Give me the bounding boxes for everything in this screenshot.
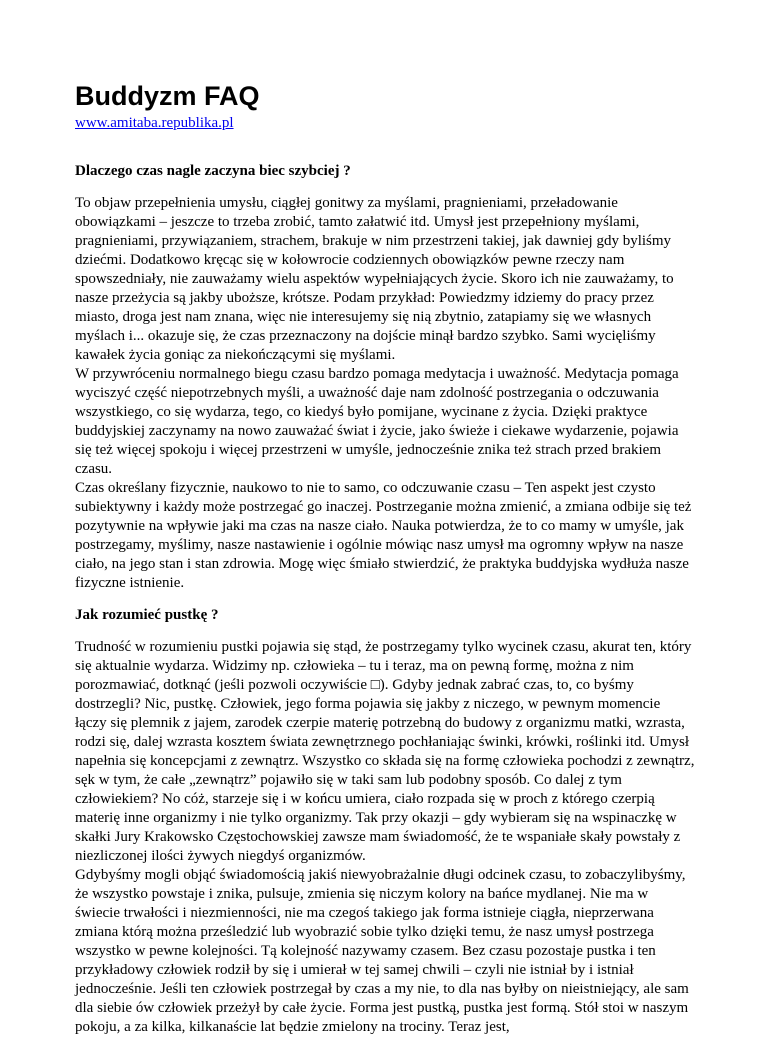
section-body (75, 194, 695, 593)
section-body (75, 638, 695, 1037)
paragraph: Czas określany fizycznie, naukowo to nie to samo, co odczuwanie czasu – Ten aspekt jest czysto subiektywny i każdy może postrzegać go inaczej. Postrzeganie można zmienić, a zmiana odbije się też pozytywnie na wpływie jaki ma czas na nasze ciało. Nauka potwierdza, że to co mamy w umyśle, jak postrzegamy, myślimy, nasze nastawienie i ogólnie mówiąc nasz umysł ma ogromny wpływ na nasze ciało, na jego stan i stan zdrowia. Mogę więc śmiało stwierdzić, że praktyka buddyjska wydłuża nasze fizyczne istnienie. (75, 480, 692, 591)
paragraph: Trudność w rozumieniu pustki pojawia się stąd, że postrzegamy tylko wycinek czasu, akurat ten, który się aktualnie wydarza. Widzimy np. człowieka – tu i teraz, ma on pewną formę, można z nim porozmawiać, dotknąć (jeśli pozwoli oczywiście □). Gdyby jednak zabrać czas, to, co byśmy dostrzegli? Nic, pustkę. Człowiek, jego forma pojawia się jakby z niczego, w pewnym momencie łączy się plemnik z jajem, zarodek czerpie materię potrzebną do budowy z organizmu matki, wzrasta, rodzi się, dalej wzrasta kosztem świata zewnętrznego pochłaniając świnki, krówki, roślinki itd. Umysł napełnia się koncepcjami z zewnątrz. Wszystko co składa się na formę człowieka pochodzi z zewnątrz, sęk w tym, że całe „zewnątrz” pojawiło się w taki sam lub podobny sposób. Co dalej z tym człowiekiem? No cóż, starzeje się i w końcu umiera, ciało rozpada się w proch z którego czerpią materię inne organizmy i nie tylko organizmy. Tak przy okazji – gdy wybieram się na wspinaczkę w skałki Jury Krakowsko Częstochowskiej zawsze mam świadomość, że te wspaniałe skały powstały z niezliczonej ilości żywych niegdyś organizmów. (75, 639, 695, 864)
document-page (75, 80, 695, 1037)
page-title: Buddyzm FAQ (75, 81, 260, 111)
section-question: Dlaczego czas nagle zaczyna biec szybciej ? (75, 163, 351, 179)
paragraph: Gdybyśmy mogli objąć świadomością jakiś niewyobrażalnie długi odcinek czasu, to zobaczylibyśmy, że wszystko powstaje i znika, pulsuje, zmienia się niczym kolory na bańce mydlanej. Nie ma w świecie trwałości i niezmienności, nie ma czegoś takiego jak forma istnieje ciągła, nieprzerwana zmiana którą można prześledzić lub wyobrazić sobie tylko dzięki temu, że nasz umysł postrzega wszystko w pewne kolejności. Tą kolejność nazywamy czasem. Bez czasu pozostaje pustka i ten przykładowy człowiek rodził by się i umierał w tej samej chwili – czyli nie istniał by i istniał jednocześnie. Jeśli ten człowiek postrzegał by czas a my nie, to dla nas byłby on nieistniejący, ale sam dla siebie ów człowiek przeżył by całe życie. Forma jest pustką, pustka jest formą. Stół stoi w naszym pokoju, a za kilka, kilkanaście lat będzie zmielony na trociny. Teraz jest, (75, 867, 689, 1035)
section-question: Jak rozumieć pustkę ? (75, 607, 219, 623)
paragraph: To objaw przepełnienia umysłu, ciągłej gonitwy za myślami, pragnieniami, przeładowanie obowiązkami – jeszcze to trzeba zrobić, tamto załatwić itd. Umysł jest przepełniony myślami, pragnieniami, przywiązaniem, strachem, brakuje w nim przestrzeni takiej, jak dawniej gdy byliśmy dziećmi. Dodatkowo kręcąc się w kołowrocie codziennych obowiązków pewne rzeczy nam spowszedniały, nie zauważamy wielu aspektów wypełniających życie. Skoro ich nie zauważamy, to nasze przeżycia są jakby uboższe, krótsze. Podam przykład: Powiedzmy idziemy do pracy przez miasto, droga jest nam znana, więc nie interesujemy się nią zbytnio, zatapiamy się we własnych myślach i... okazuje się, że czas przeznaczony na dojście minął bardzo szybko. Sami wycięliśmy kawałek życia goniąc za niekończącymi się myślami. (75, 195, 674, 363)
paragraph: W przywróceniu normalnego biegu czasu bardzo pomaga medytacja i uważność. Medytacja pomaga wyciszyć część niepotrzebnych myśli, a uważność daje nam zdolność postrzegania o odczuwania wszystkiego, co się wydarza, tego, co kiedyś było pomijane, wycinane z życia. Dzięki praktyce buddyjskiej zaczynamy na nowo zauważać świat i życie, jako świeże i ciekawe wydarzenie, pojawia się też więcej spokoju i więcej przestrzeni w umyśle, jednocześnie znika też strach przed brakiem czasu. (75, 366, 679, 477)
website-link[interactable]: www.amitaba.republika.pl (75, 115, 234, 131)
